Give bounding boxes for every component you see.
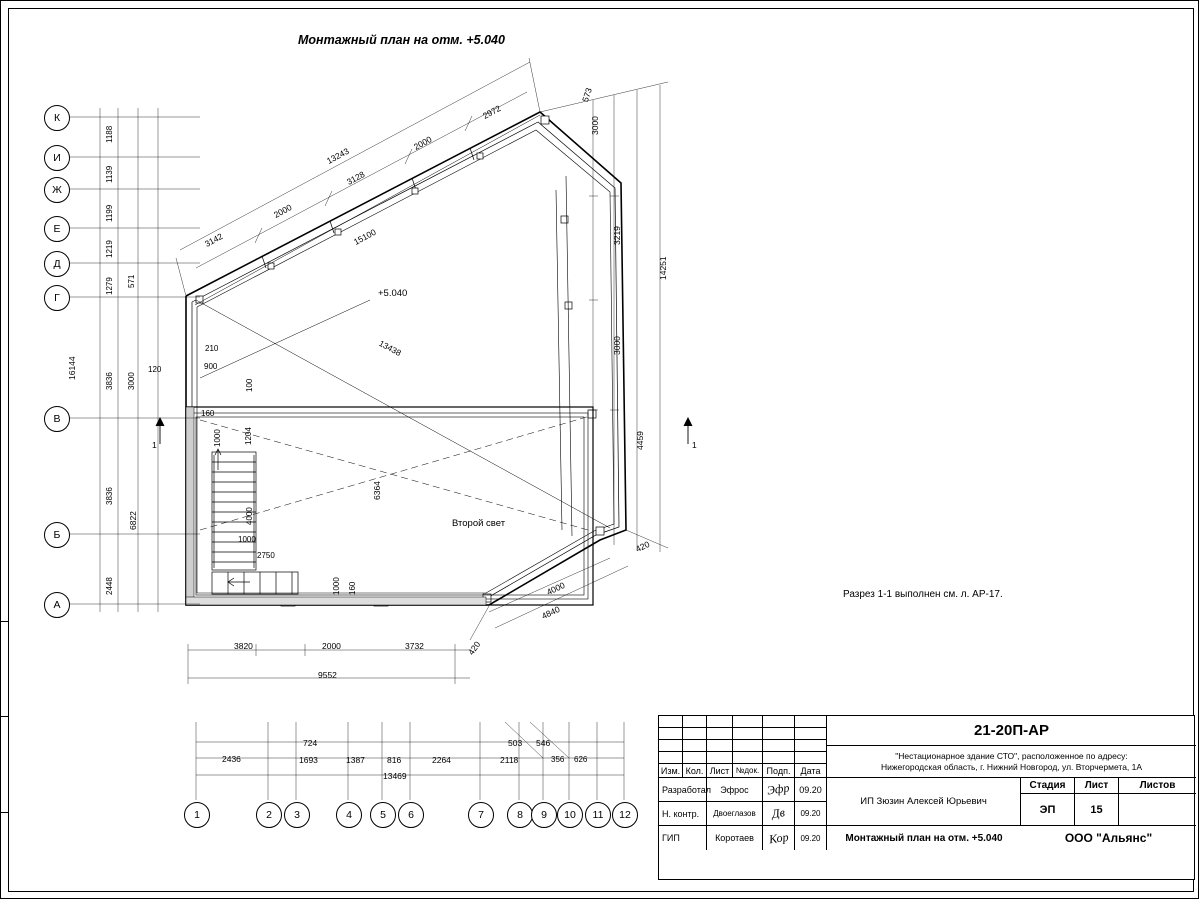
dim-axes-1387: 1387: [346, 755, 365, 765]
sign-razrabotal: [763, 778, 795, 802]
rev-grid-cell: [707, 740, 733, 752]
dim-left-1139: 1139: [105, 165, 114, 183]
dim-axes-724: 724: [303, 738, 318, 748]
sign-nkontr: [763, 802, 795, 826]
dim-right-3000b: 3000: [612, 336, 622, 355]
dim-bottom-3732: 3732: [405, 641, 424, 651]
dim-left-3000: 3000: [127, 372, 136, 390]
dim-bottom-4840: 4840: [540, 604, 562, 622]
list-value: 15: [1075, 794, 1119, 826]
dim-left-3836a: 3836: [105, 372, 114, 390]
axis-bubble-5[interactable]: 5: [370, 802, 396, 828]
section-note: Разрез 1-1 выполнен см. л. АР-17.: [843, 589, 1003, 600]
name-razrabotal: Эфрос: [707, 778, 763, 802]
company-name: ООО "Альянс": [1064, 831, 1153, 845]
axis-bubble-2[interactable]: 2: [256, 802, 282, 828]
dim-top-573: 573: [580, 86, 594, 104]
dim-top-2000: 2000: [412, 134, 434, 152]
dim-right-3219: 3219: [612, 226, 622, 245]
dim-inner-210: 210: [205, 344, 219, 353]
dim-axes-503: 503: [508, 738, 523, 748]
rev-grid-cell: [659, 740, 683, 752]
rev-grid-cell: [659, 716, 683, 728]
rev-grid-cell: [795, 716, 827, 728]
dim-inner-120: 120: [148, 365, 162, 374]
dim-axes-816: 816: [387, 755, 402, 765]
title-block: [658, 715, 1195, 880]
axis-bubble-3[interactable]: 3: [284, 802, 310, 828]
dim-inner-1000c: 1000: [332, 577, 341, 595]
rev-grid-cell: [659, 752, 683, 764]
axis-bubble-k[interactable]: К: [44, 105, 70, 131]
dim-bottom-4000: 4000: [545, 580, 567, 598]
rev-grid-cell: [733, 728, 763, 740]
rev-header-data: Дата: [795, 764, 827, 778]
rev-header-izm: Изм.: [659, 764, 683, 778]
dim-left-1188: 1188: [105, 125, 114, 143]
rev-grid-cell: [763, 752, 795, 764]
dim-axes-356: 356: [551, 755, 565, 764]
dim-bottom-2000: 2000: [322, 641, 341, 651]
section-mark-left: 1: [152, 440, 157, 450]
dim-inner-100: 100: [245, 378, 254, 392]
role-nkontr: Н. контр.: [659, 802, 707, 826]
signature-glyph-3: Кор: [767, 829, 790, 846]
name-nkontr: Двоеглазов: [707, 802, 763, 826]
dim-left-1219: 1219: [105, 240, 114, 258]
dim-bottom-9552: 9552: [318, 670, 337, 680]
dim-axes-1693: 1693: [299, 755, 318, 765]
dim-bottom-420: 420: [466, 639, 483, 657]
dim-axes-546: 546: [536, 738, 551, 748]
rev-grid-cell: [683, 728, 707, 740]
date-nkontr: 09.20: [795, 802, 827, 826]
rev-header-kol: Кол.: [683, 764, 707, 778]
dim-axes-626: 626: [574, 755, 588, 764]
object-line-1: "Нестационарное здание СТО", расположенное по адресу:: [895, 750, 1128, 761]
date-gip: 09.20: [795, 826, 827, 850]
axis-bubble-6[interactable]: 6: [398, 802, 424, 828]
axis-bubble-d[interactable]: Д: [44, 251, 70, 277]
axis-bubble-12[interactable]: 12: [612, 802, 638, 828]
role-razrabotal: Разработал: [659, 778, 707, 802]
dim-bottom-3820: 3820: [234, 641, 253, 651]
dim-diag-6364: 6364: [372, 481, 382, 500]
dim-inner-1000a: 1000: [213, 429, 222, 447]
axis-bubble-10[interactable]: 10: [557, 802, 583, 828]
rev-grid-cell: [763, 716, 795, 728]
rev-grid-cell: [683, 740, 707, 752]
sign-gip: [763, 826, 795, 850]
axis-bubble-7[interactable]: 7: [468, 802, 494, 828]
axis-bubble-i[interactable]: И: [44, 145, 70, 171]
axis-bubble-8[interactable]: 8: [507, 802, 533, 828]
axis-bubble-11[interactable]: 11: [585, 802, 611, 828]
dim-top-2000b: 2000: [272, 202, 294, 220]
dim-inner-1204: 1204: [244, 427, 253, 445]
lists-value: [1119, 794, 1196, 826]
axis-bubble-e[interactable]: Е: [44, 216, 70, 242]
dim-left-3836b: 3836: [105, 487, 114, 505]
rev-grid-cell: [795, 752, 827, 764]
dim-axes-13469: 13469: [383, 771, 407, 781]
rev-grid-cell: [659, 728, 683, 740]
axis-bubble-a[interactable]: А: [44, 592, 70, 618]
axis-bubble-4[interactable]: 4: [336, 802, 362, 828]
axis-bubble-v[interactable]: В: [44, 406, 70, 432]
rev-header-list: Лист: [707, 764, 733, 778]
stage-value: ЭП: [1021, 794, 1075, 826]
axis-bubble-g[interactable]: Г: [44, 285, 70, 311]
section-mark-right: 1: [692, 440, 697, 450]
role-gip: ГИП: [659, 826, 707, 850]
rev-header-ndok: №док.: [733, 764, 763, 778]
dim-top-3128: 3128: [345, 169, 367, 187]
dim-inner-160: 160: [201, 409, 215, 418]
dim-inner-160b: 160: [348, 581, 357, 595]
dim-left-2448: 2448: [105, 577, 114, 595]
dim-left-1279: 1279: [105, 277, 114, 295]
customer-name: ИП Зюзин Алексей Юрьевич: [827, 778, 1021, 826]
dim-top-2972: 2972: [481, 103, 503, 121]
rev-grid-cell: [733, 752, 763, 764]
stage-header: Стадия: [1021, 778, 1075, 794]
dim-top-3142: 3142: [203, 231, 225, 249]
rev-grid-cell: [707, 752, 733, 764]
rev-header-podp: Подп.: [763, 764, 795, 778]
dim-axes-2118: 2118: [500, 755, 519, 765]
axis-bubble-1[interactable]: 1: [184, 802, 210, 828]
axis-bubble-9[interactable]: 9: [531, 802, 557, 828]
rev-grid-cell: [795, 728, 827, 740]
drawing-code: 21-20П-АР: [827, 716, 1196, 746]
level-mark: +5.040: [378, 288, 408, 299]
rev-grid-cell: [795, 740, 827, 752]
signature-glyph-2: Дв: [771, 805, 786, 821]
dim-left-16144: 16144: [67, 356, 77, 380]
rev-grid-cell: [707, 728, 733, 740]
rev-grid-cell: [683, 752, 707, 764]
sheet-title: Монтажный план на отм. +5.040: [845, 832, 1003, 844]
signature-glyph-1: Эфр: [766, 780, 791, 798]
list-header: Лист: [1075, 778, 1119, 794]
dim-axes-2436: 2436: [222, 754, 241, 764]
dim-diag-15100: 15100: [352, 226, 378, 247]
plan-title: Монтажный план на отм. +5.040: [298, 33, 505, 47]
axis-bubble-zh[interactable]: Ж: [44, 177, 70, 203]
dim-inner-1000b: 1000: [238, 535, 256, 544]
axis-bubble-b[interactable]: Б: [44, 522, 70, 548]
rev-grid-cell: [763, 740, 795, 752]
dim-left-571: 571: [127, 274, 136, 288]
dim-inner-4000: 4000: [245, 507, 254, 525]
dim-left-1199: 1199: [105, 204, 114, 222]
rev-grid-cell: [707, 716, 733, 728]
dim-diag-13438: 13438: [377, 338, 403, 358]
dim-inner-2750: 2750: [257, 551, 275, 560]
object-description: [827, 746, 1196, 778]
rev-grid-cell: [683, 716, 707, 728]
name-gip: Коротаев: [707, 826, 763, 850]
dim-top-13243: 13243: [325, 145, 351, 166]
dim-left-6822: 6822: [128, 511, 138, 530]
dim-inner-900: 900: [204, 362, 218, 371]
dim-right-420: 420: [634, 539, 652, 555]
second-light-label: Второй свет: [452, 518, 506, 529]
dim-right-4459: 4459: [635, 431, 645, 450]
object-line-2: Нижегородская область, г. Нижний Новгород, ул. Вторчермета, 1А: [880, 761, 1143, 772]
date-razrabotal: 09.20: [795, 778, 827, 802]
rev-grid-cell: [733, 716, 763, 728]
rev-grid-cell: [733, 740, 763, 752]
dim-right-14251: 14251: [658, 256, 668, 280]
rev-grid-cell: [763, 728, 795, 740]
lists-header: Листов: [1119, 778, 1196, 794]
dim-axes-2264: 2264: [432, 755, 451, 765]
dim-right-3000a: 3000: [590, 116, 600, 135]
